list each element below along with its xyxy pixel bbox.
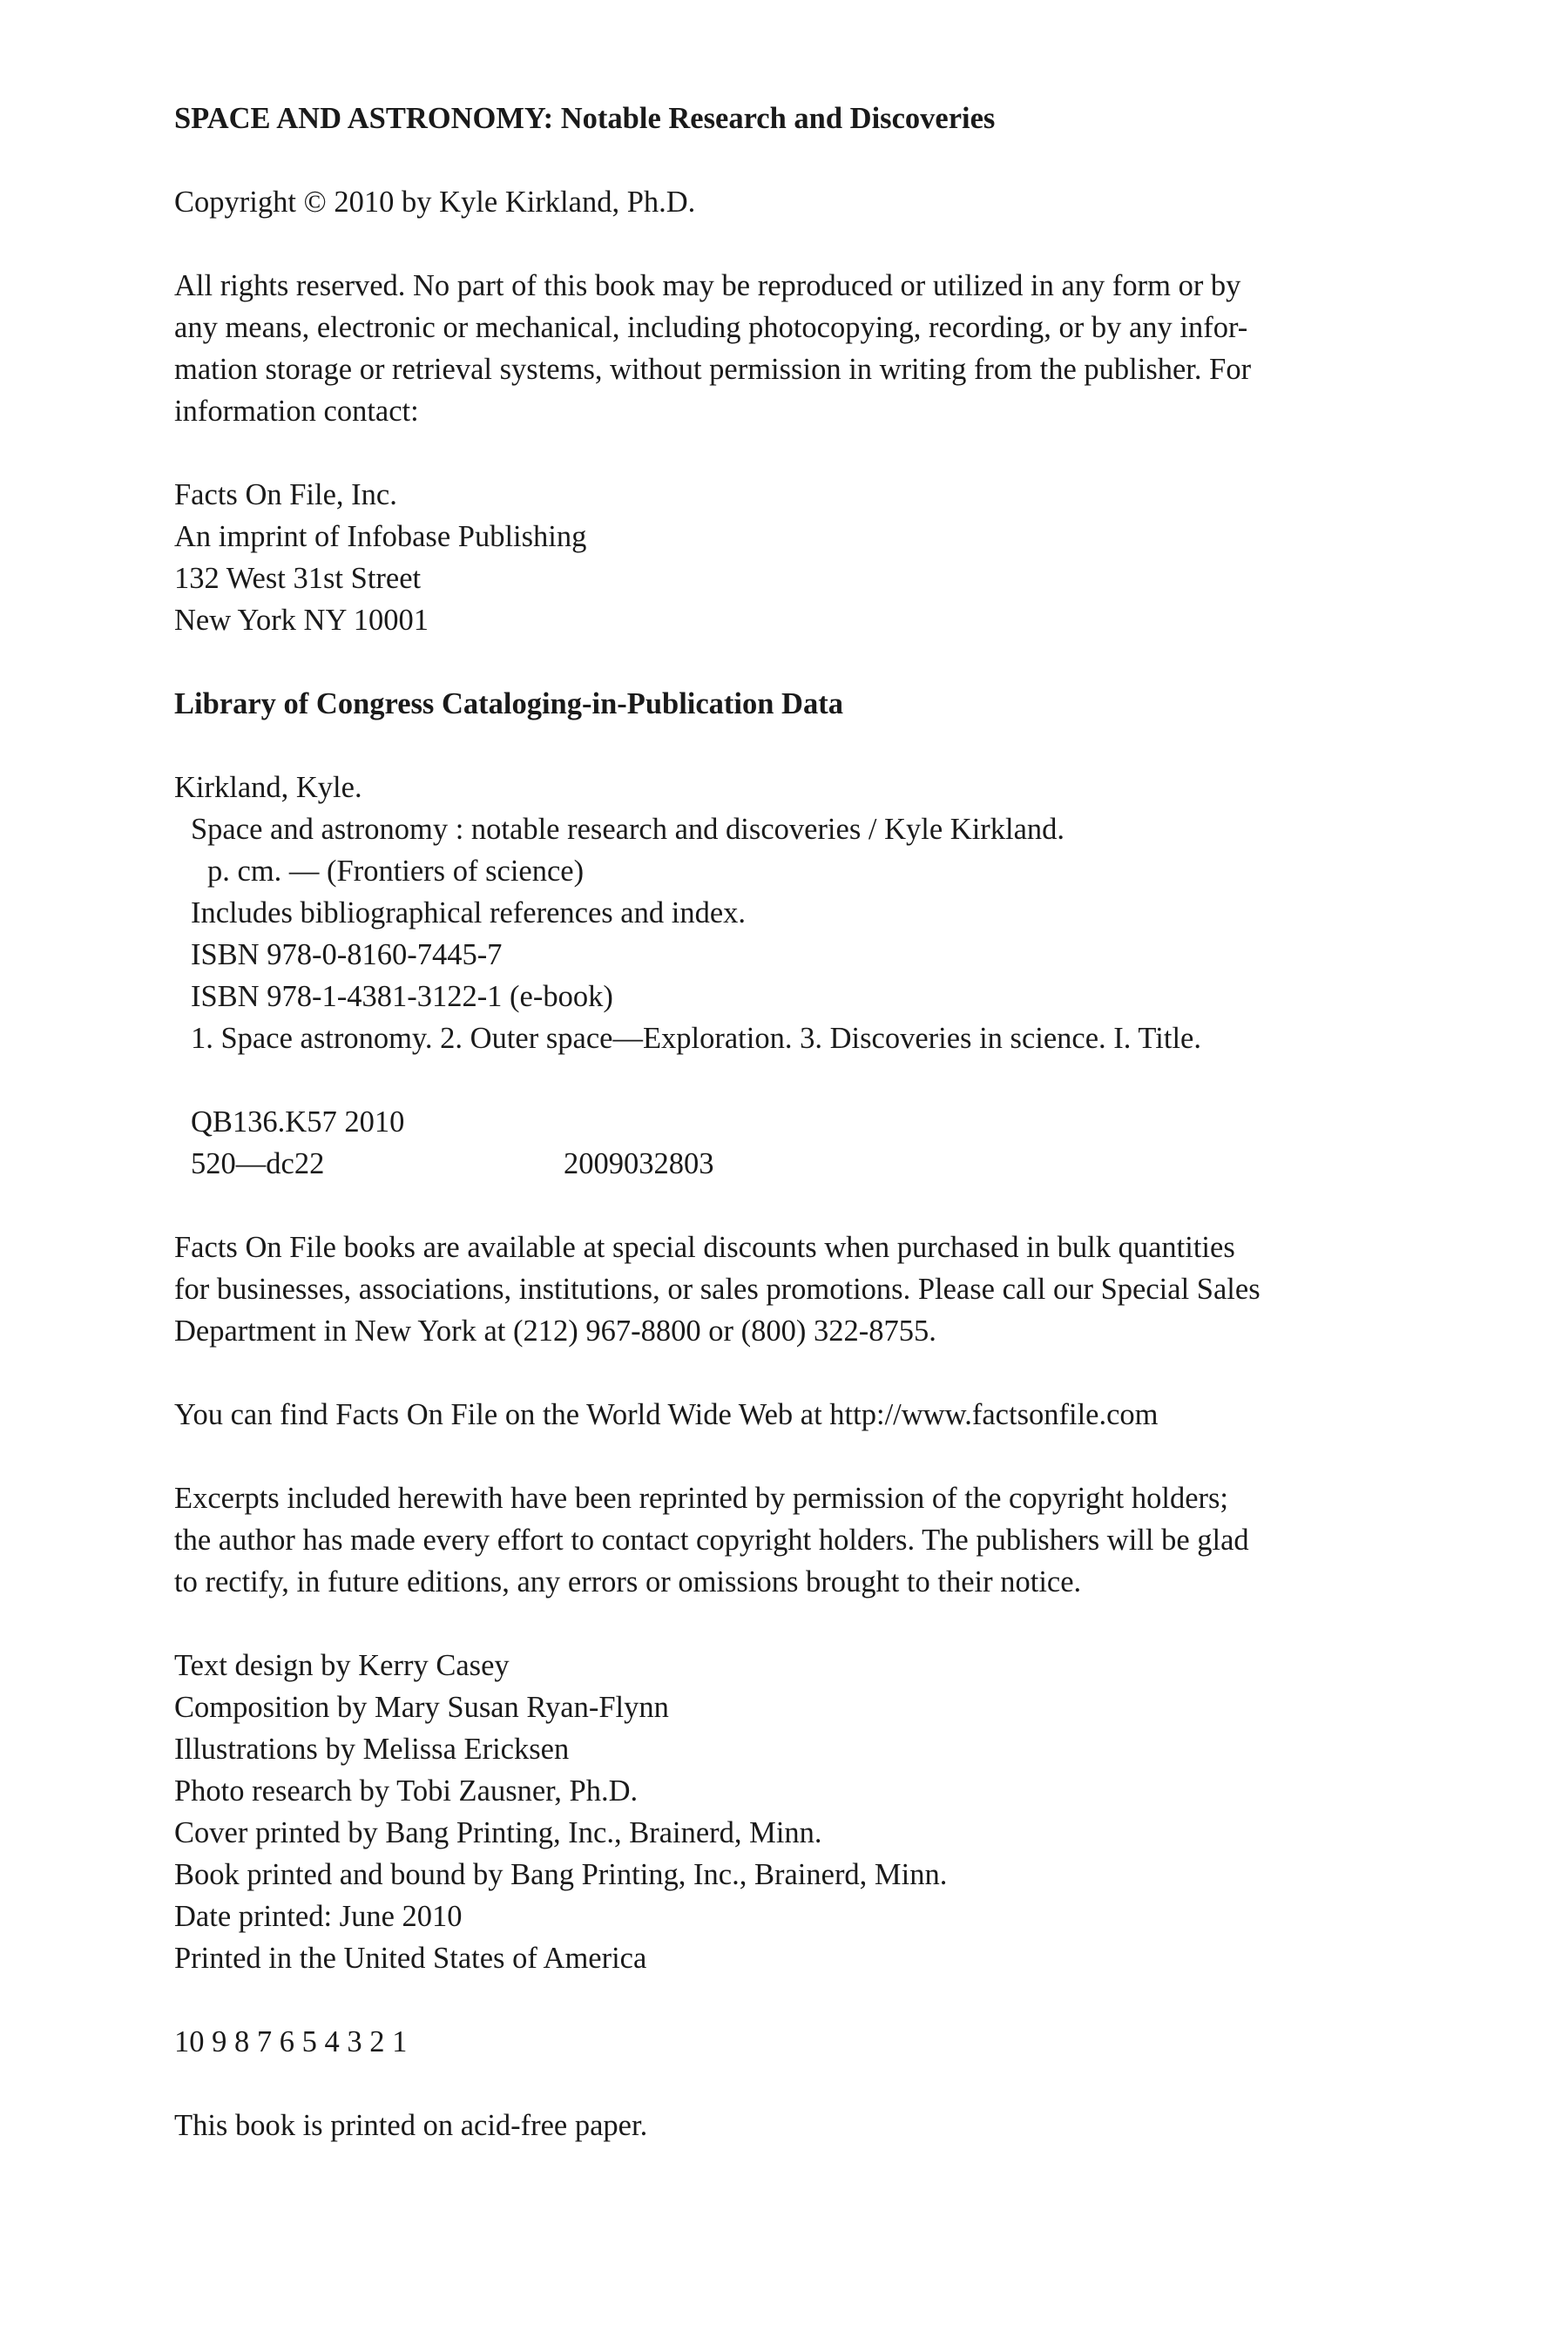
copyright-notice: Copyright © 2010 by Kyle Kirkland, Ph.D.: [174, 186, 696, 219]
credit-line: Cover printed by Bang Printing, Inc., Brainerd, Minn.: [174, 1816, 822, 1849]
publisher-city: New York NY 10001: [174, 604, 429, 637]
cip-heading: Library of Congress Cataloging-in-Publication Data: [174, 687, 843, 720]
cip-author: Kirkland, Kyle.: [174, 771, 362, 804]
cip-call-numbers: [174, 1101, 1394, 1185]
cip-includes: Includes bibliographical references and index.: [191, 896, 747, 929]
cip-subjects: 1. Space astronomy. 2. Outer space—Exploration. 3. Discoveries in science. I. Title.: [191, 1022, 1201, 1055]
title-block: [174, 98, 1394, 139]
publisher-street: 132 West 31st Street: [174, 562, 422, 595]
publisher-name: Facts On File, Inc.: [174, 478, 397, 511]
cip-series: p. cm. — (Frontiers of science): [207, 855, 585, 888]
publisher-imprint: An imprint of Infobase Publishing: [174, 520, 587, 553]
paper-note: This book is printed on acid-free paper.: [174, 2109, 648, 2142]
web-line: You can find Facts On File on the World Wide Web at http://www.factsonfile.com: [174, 1398, 1159, 1431]
rights-paragraph: [174, 265, 1394, 432]
lc-call-number: QB136.K57 2010: [191, 1105, 405, 1139]
excerpts-paragraph: [174, 1477, 1394, 1603]
cip-isbn-ebook: ISBN 978-1-4381-3122-1 (e-book): [191, 980, 613, 1013]
sales-line: Facts On File books are available at special discounts when purchased in bulk quantities: [174, 1231, 1235, 1264]
cip-isbn: ISBN 978-0-8160-7445-7: [191, 938, 503, 971]
credit-line: Composition by Mary Susan Ryan-Flynn: [174, 1691, 669, 1724]
sales-paragraph: [174, 1227, 1394, 1352]
rights-line: any means, electronic or mechanical, including photocopying, recording, or by any infor-: [174, 311, 1248, 344]
sales-line: Department in New York at (212) 967-8800 or (800) 322-8755.: [174, 1315, 936, 1348]
book-title: SPACE AND ASTRONOMY: Notable Research and Discoveries: [174, 102, 996, 135]
excerpts-line: to rectify, in future editions, any errors or omissions brought to their notice.: [174, 1565, 1082, 1598]
dewey-number: 520—dc22: [191, 1147, 325, 1180]
rights-line: mation storage or retrieval systems, without permission in writing from the publisher. For: [174, 353, 1252, 386]
cip-record: [174, 767, 1394, 1059]
web-paragraph: [174, 1394, 1394, 1436]
credit-line: Illustrations by Melissa Ericksen: [174, 1733, 570, 1766]
cip-heading-block: [174, 683, 1394, 725]
copyright-page: [174, 98, 1394, 2188]
rights-line: information contact:: [174, 395, 419, 428]
sales-line: for businesses, associations, institutions, or sales promotions. Please call our Special Sales: [174, 1273, 1260, 1306]
credit-line: Printed in the United States of America: [174, 1942, 647, 1975]
excerpts-line: the author has made every effort to contact copyright holders. The publishers will be glad: [174, 1524, 1249, 1557]
paper-note-block: [174, 2105, 1394, 2146]
credit-line: Photo research by Tobi Zausner, Ph.D.: [174, 1774, 639, 1808]
credit-line: Date printed: June 2010: [174, 1900, 463, 1933]
dewey-row: [174, 1143, 1394, 1185]
credit-line: Book printed and bound by Bang Printing, Inc., Brainerd, Minn.: [174, 1858, 948, 1891]
lccn-number: 2009032803: [564, 1147, 714, 1180]
credit-line: Text design by Kerry Casey: [174, 1649, 510, 1682]
publisher-address: [174, 474, 1394, 641]
rights-line: All rights reserved. No part of this book may be reproduced or utilized in any form or by: [174, 269, 1241, 302]
copyright-block: [174, 181, 1394, 223]
credits-list: [174, 1645, 1394, 1979]
print-line: 10 9 8 7 6 5 4 3 2 1: [174, 2025, 408, 2058]
excerpts-line: Excerpts included herewith have been reprinted by permission of the copyright holders;: [174, 1482, 1229, 1515]
cip-title: Space and astronomy : notable research and discoveries / Kyle Kirkland.: [191, 813, 1065, 846]
print-line-block: [174, 2021, 1394, 2063]
